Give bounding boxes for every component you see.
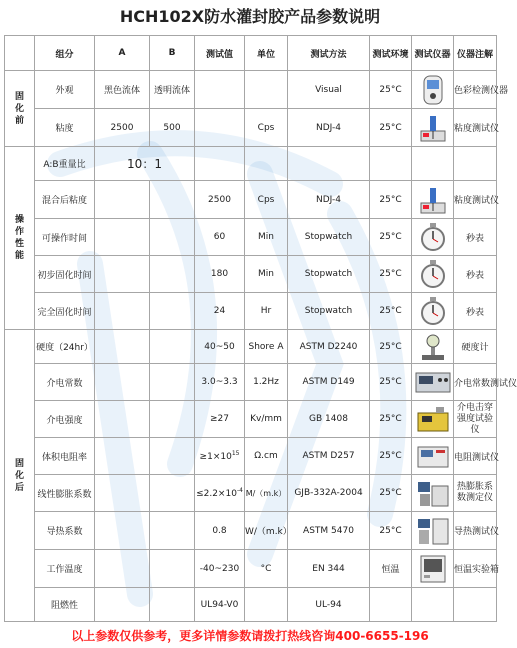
row-label: 硬度（24hr） [35, 330, 95, 364]
row-label: 工作温度 [35, 550, 95, 588]
cell-a [95, 550, 150, 588]
cell-env: 25°C [370, 401, 412, 438]
cell-blank [454, 147, 497, 181]
row-label: 初步固化时间 [35, 256, 95, 293]
value-exponent: -4 [236, 487, 243, 494]
stopwatch-icon [418, 296, 448, 326]
cell-method: ASTM 5470 [288, 512, 370, 550]
cell-value: 0.8 [195, 512, 245, 550]
section-label: 固 化 前 [14, 91, 24, 126]
table-row [5, 512, 497, 550]
table-row [5, 364, 497, 401]
cell-instrument [412, 438, 454, 475]
parameter-table [4, 35, 517, 622]
section-before [5, 71, 35, 147]
table-row [5, 256, 497, 293]
row-label: 阻燃性 [35, 588, 95, 622]
cell-instrument [412, 293, 454, 330]
value-text: ≥1×10 [199, 452, 232, 462]
row-label: 完全固化时间 [35, 293, 95, 330]
cell-a [95, 219, 150, 256]
cell-blank [412, 147, 454, 181]
cell-env: 25°C [370, 293, 412, 330]
table-row [5, 219, 497, 256]
cell-value [195, 109, 245, 147]
cell-note: 热膨胀系数测定仪 [454, 475, 497, 512]
table-row [5, 293, 497, 330]
cell-b [150, 550, 195, 588]
cell-b: 透明流体 [150, 71, 195, 109]
cell-unit: Ω.cm [245, 438, 288, 475]
cell-b [150, 438, 195, 475]
viscometer-icon [418, 185, 448, 215]
header-value: 测试值 [195, 36, 245, 71]
hotline-footer: 以上参数仅供参考，更多详情参数请拨打热线咨询400-6655-196 [71, 629, 429, 643]
table-row [5, 181, 497, 219]
header-note: 仪器注解 [454, 36, 497, 71]
header-corner [5, 36, 35, 71]
cell-unit: Shore A [245, 330, 288, 364]
cell-note: 秒表 [454, 256, 497, 293]
cell-b [150, 330, 195, 364]
value-exponent: 15 [231, 450, 240, 457]
row-label: 粘度 [35, 109, 95, 147]
cell-instrument [412, 71, 454, 109]
section-label: 操 作 性 能 [14, 215, 24, 261]
section-label: 固 化 后 [14, 458, 24, 493]
cell-b [150, 181, 195, 219]
table-row [5, 71, 497, 109]
table-row [5, 330, 497, 364]
cell-b [150, 256, 195, 293]
table-row [5, 109, 497, 147]
row-label: 介电常数 [35, 364, 95, 401]
cell-method: Stopwatch [288, 293, 370, 330]
cell-instrument [412, 588, 454, 622]
cell-b [150, 219, 195, 256]
cell-note: 介电击穿强度试验仪 [454, 401, 497, 438]
table-row [5, 588, 497, 622]
cell-env: 25°C [370, 475, 412, 512]
section-after [5, 330, 35, 622]
cell-unit [245, 71, 288, 109]
expansion-tester-icon [416, 478, 450, 508]
cell-unit: Min [245, 219, 288, 256]
header-b: B [150, 36, 195, 71]
cell-a [95, 330, 150, 364]
cell-method: EN 344 [288, 550, 370, 588]
cell-note: 秒表 [454, 293, 497, 330]
row-label: 可操作时间 [35, 219, 95, 256]
cell-unit: Cps [245, 181, 288, 219]
cell-env: 25°C [370, 256, 412, 293]
cell-unit: Cps [245, 109, 288, 147]
cell-a [95, 438, 150, 475]
cell-a [95, 181, 150, 219]
table-header-row [5, 36, 497, 71]
cell-method: ASTM D257 [288, 438, 370, 475]
cell-instrument [412, 109, 454, 147]
cell-instrument [412, 330, 454, 364]
cell-method: NDJ-4 [288, 109, 370, 147]
cell-note: 粘度测试仪 [454, 109, 497, 147]
cell-a [95, 475, 150, 512]
cell-a [95, 293, 150, 330]
breakdown-tester-icon [416, 405, 450, 433]
viscometer-icon [418, 113, 448, 143]
cell-blank [288, 147, 370, 181]
cell-env: 恒温 [370, 550, 412, 588]
cell-unit: W/（m.k） [245, 512, 288, 550]
hardness-tester-icon [418, 333, 448, 361]
cell-unit: 1.2Hz [245, 364, 288, 401]
test-chamber-icon [418, 554, 448, 584]
table-row [5, 147, 497, 181]
cell-a [95, 588, 150, 622]
cell-value: 24 [195, 293, 245, 330]
cell-note: 秒表 [454, 219, 497, 256]
cell-instrument [412, 219, 454, 256]
cell-unit: °C [245, 550, 288, 588]
cell-instrument [412, 512, 454, 550]
cell-instrument [412, 256, 454, 293]
cell-note: 硬度计 [454, 330, 497, 364]
cell-blank [370, 147, 412, 181]
cell-env: 25°C [370, 109, 412, 147]
value-text: ≤2.2×10 [196, 489, 237, 499]
cell-unit: Kv/mm [245, 401, 288, 438]
cell-value: ≥27 [195, 401, 245, 438]
cell-method: Stopwatch [288, 256, 370, 293]
table-row [5, 475, 497, 512]
cell-a: 2500 [95, 109, 150, 147]
cell-value: 180 [195, 256, 245, 293]
cell-env [370, 588, 412, 622]
cell-instrument [412, 475, 454, 512]
stopwatch-icon [418, 222, 448, 252]
cell-value: 3.0~3.3 [195, 364, 245, 401]
cell-method: Stopwatch [288, 219, 370, 256]
cell-blank [245, 147, 288, 181]
cell-ratio: 10：1 [95, 147, 195, 181]
cell-value: 2500 [195, 181, 245, 219]
row-label: 体积电阻率 [35, 438, 95, 475]
header-unit: 单位 [245, 36, 288, 71]
resistance-meter-icon [416, 443, 450, 469]
row-label: 外观 [35, 71, 95, 109]
header-group: 组分 [35, 36, 95, 71]
cell-instrument [412, 181, 454, 219]
cell-b [150, 401, 195, 438]
cell-b [150, 475, 195, 512]
color-meter-icon [420, 75, 446, 105]
cell-note: 色彩检测仪器 [454, 71, 497, 109]
cell-method: UL-94 [288, 588, 370, 622]
cell-note: 导热测试仪 [454, 512, 497, 550]
cell-a [95, 512, 150, 550]
header-method: 测试方法 [288, 36, 370, 71]
cell-note [454, 588, 497, 622]
cell-value: 40~50 [195, 330, 245, 364]
cell-b [150, 512, 195, 550]
cell-b [150, 293, 195, 330]
row-label: 线性膨胀系数 [35, 475, 95, 512]
cell-instrument [412, 364, 454, 401]
header-a: A [95, 36, 150, 71]
cell-a [95, 256, 150, 293]
header-instrument: 测试仪器 [412, 36, 454, 71]
cell-method: GB 1408 [288, 401, 370, 438]
cell-a [95, 364, 150, 401]
row-label: 导热系数 [35, 512, 95, 550]
page-title: HCH102X防水灌封胶产品参数说明 [119, 7, 381, 26]
dielectric-meter-icon [415, 370, 451, 394]
cell-a: 黑色流体 [95, 71, 150, 109]
stopwatch-icon [418, 259, 448, 289]
cell-b [150, 364, 195, 401]
cell-unit: M/（m.k） [245, 475, 288, 512]
cell-value: UL94-V0 [195, 588, 245, 622]
cell-b [150, 588, 195, 622]
cell-blank [195, 147, 245, 181]
cell-b: 500 [150, 109, 195, 147]
conductivity-tester-icon [416, 516, 450, 546]
cell-env: 25°C [370, 181, 412, 219]
cell-method: ASTM D149 [288, 364, 370, 401]
cell-method: NDJ-4 [288, 181, 370, 219]
header-env: 测试环境 [370, 36, 412, 71]
cell-note: 介电常数测试仪 [454, 364, 497, 401]
cell-env: 25°C [370, 330, 412, 364]
cell-value [195, 71, 245, 109]
cell-method: Visual [288, 71, 370, 109]
table-row [5, 438, 497, 475]
cell-value [195, 475, 245, 512]
row-label: 混合后粘度 [35, 181, 95, 219]
cell-unit: Hr [245, 293, 288, 330]
cell-env: 25°C [370, 71, 412, 109]
row-label: 介电强度 [35, 401, 95, 438]
cell-note: 恒温实验箱 [454, 550, 497, 588]
cell-env: 25°C [370, 364, 412, 401]
cell-method: GJB-332A-2004 [288, 475, 370, 512]
cell-env: 25°C [370, 219, 412, 256]
cell-note: 电阻测试仪 [454, 438, 497, 475]
cell-unit: Min [245, 256, 288, 293]
table-row [5, 550, 497, 588]
cell-instrument [412, 550, 454, 588]
section-operation [5, 147, 35, 330]
table-row [5, 401, 497, 438]
cell-env: 25°C [370, 512, 412, 550]
cell-value: 60 [195, 219, 245, 256]
row-label: A:B重量比 [35, 147, 95, 181]
cell-instrument [412, 401, 454, 438]
cell-note: 粘度测试仪 [454, 181, 497, 219]
cell-value: -40~230 [195, 550, 245, 588]
cell-unit [245, 588, 288, 622]
cell-method: ASTM D2240 [288, 330, 370, 364]
cell-a [95, 401, 150, 438]
cell-env: 25°C [370, 438, 412, 475]
cell-value [195, 438, 245, 475]
